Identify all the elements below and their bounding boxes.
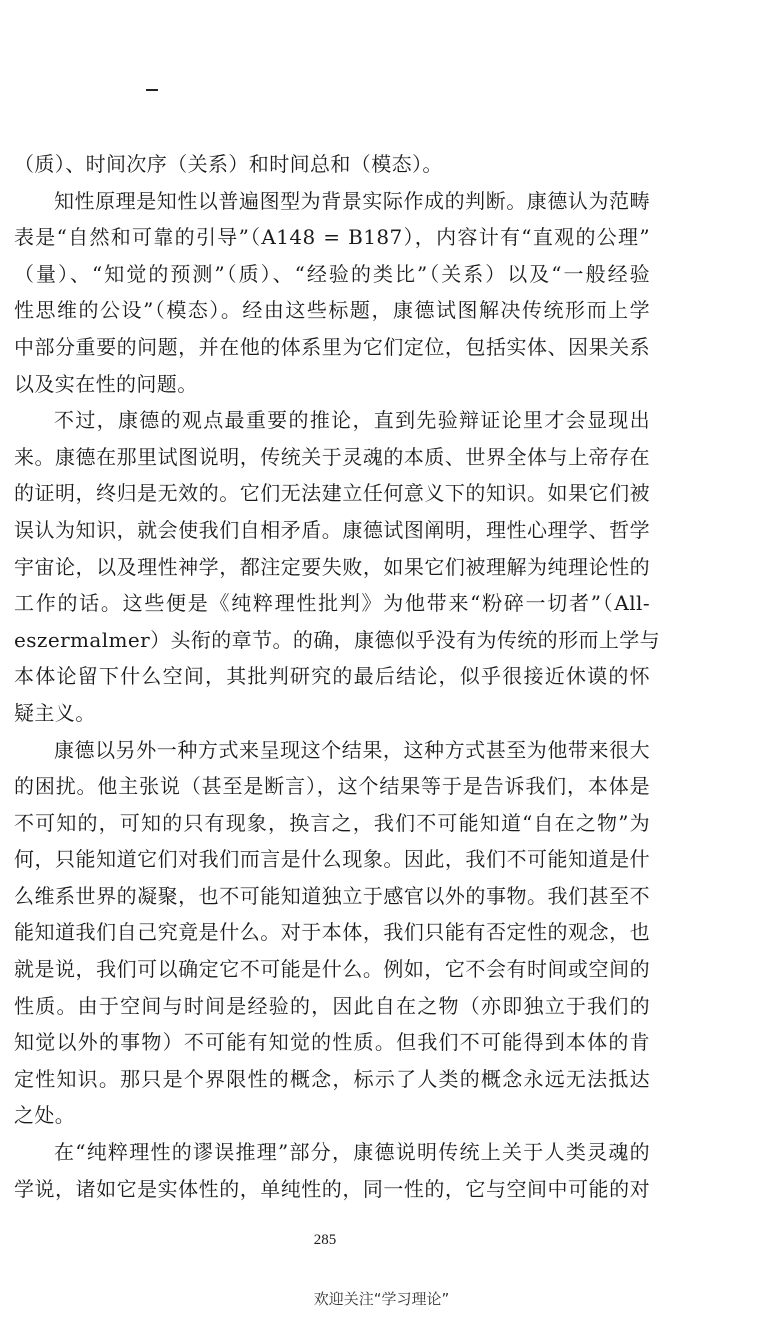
text-line: （量）、“知觉的预测”（质）、“经验的类比”（关系）以及“一般经验 bbox=[14, 261, 650, 286]
text-line: 就是说，我们可以确定它不可能是什么。例如，它不会有时间或空间的 bbox=[14, 957, 650, 982]
text-line: 康德以另外一种方式来呈现这个结果，这种方式甚至为他带来很大 bbox=[54, 737, 650, 762]
text-line: 不过，康德的观点最重要的推论，直到先验辩证论里才会显现出 bbox=[54, 408, 650, 433]
text-line: 学说，诸如它是实体性的，单纯性的，同一性的，它与空间中可能的对 bbox=[14, 1176, 650, 1201]
text-line: （质）、时间次序（关系）和时间总和（模态）。 bbox=[14, 152, 443, 176]
text-line: 工作的话。这些便是《纯粹理性批判》为他带来“粉碎一切者”（All- bbox=[14, 591, 650, 616]
text-line: 中部分重要的问题，并在他的体系里为它们定位，包括实体、因果关系 bbox=[14, 334, 650, 359]
footer-note: 欢迎关注“学习理论” bbox=[313, 1290, 450, 1308]
text-line: 以及实在性的问题。 bbox=[14, 371, 198, 396]
text-line: eszermalmer）头衔的章节。的确，康德似乎没有为传统的形而上学与 bbox=[14, 627, 661, 652]
scan-artifact-mark bbox=[146, 89, 158, 91]
text-line: 么维系世界的凝聚，也不可能知道独立于感官以外的事物。我们甚至不 bbox=[14, 883, 650, 908]
text-line: 的困扰。他主张说（甚至是断言），这个结果等于是告诉我们，本体是 bbox=[14, 774, 650, 799]
text-line: 知觉以外的事物）不可能有知觉的性质。但我们不可能得到本体的肯 bbox=[14, 1030, 650, 1055]
text-line: 表是“自然和可靠的引导”（A148 = B187），内容计有“直观的公理” bbox=[14, 225, 650, 250]
text-line: 误认为知识，就会使我们自相矛盾。康德试图阐明，理性心理学、哲学 bbox=[14, 517, 650, 542]
text-line: 之处。 bbox=[14, 1103, 76, 1128]
text-line: 能知道我们自己究竟是什么。对于本体，我们只能有否定性的观念，也 bbox=[14, 920, 650, 945]
text-line: 的证明，终归是无效的。它们无法建立任何意义下的知识。如果它们被 bbox=[14, 481, 650, 506]
text-line: 疑主义。 bbox=[14, 700, 96, 725]
page-number: 285 bbox=[313, 1232, 337, 1248]
text-line: 不可知的，可知的只有现象，换言之，我们不可能知道“自在之物”为 bbox=[14, 810, 650, 835]
text-line: 定性知识。那只是个界限性的概念，标示了人类的概念永远无法抵达 bbox=[14, 1066, 650, 1091]
text-line: 何，只能知道它们对我们而言是什么现象。因此，我们不可能知道是什 bbox=[14, 847, 650, 872]
text-line: 宇宙论，以及理性神学，都注定要失败，如果它们被理解为纯理论性的 bbox=[14, 554, 650, 579]
text-line: 性质。由于空间与时间是经验的，因此自在之物（亦即独立于我们的 bbox=[14, 993, 650, 1018]
text-line: 在“纯粹理性的谬误推理”部分，康德说明传统上关于人类灵魂的 bbox=[54, 1140, 650, 1165]
text-line: 性思维的公设”（模态）。经由这些标题，康德试图解决传统形而上学 bbox=[14, 298, 650, 323]
text-line: 来。康德在那里试图说明，传统关于灵魂的本质、世界全体与上帝存在 bbox=[14, 444, 650, 469]
text-line: 知性原理是知性以普遍图型为背景实际作成的判断。康德认为范畴 bbox=[54, 188, 650, 213]
body-text bbox=[14, 146, 661, 1207]
text-line: 本体论留下什么空间，其批判研究的最后结论，似乎很接近休谟的怀 bbox=[14, 664, 650, 689]
